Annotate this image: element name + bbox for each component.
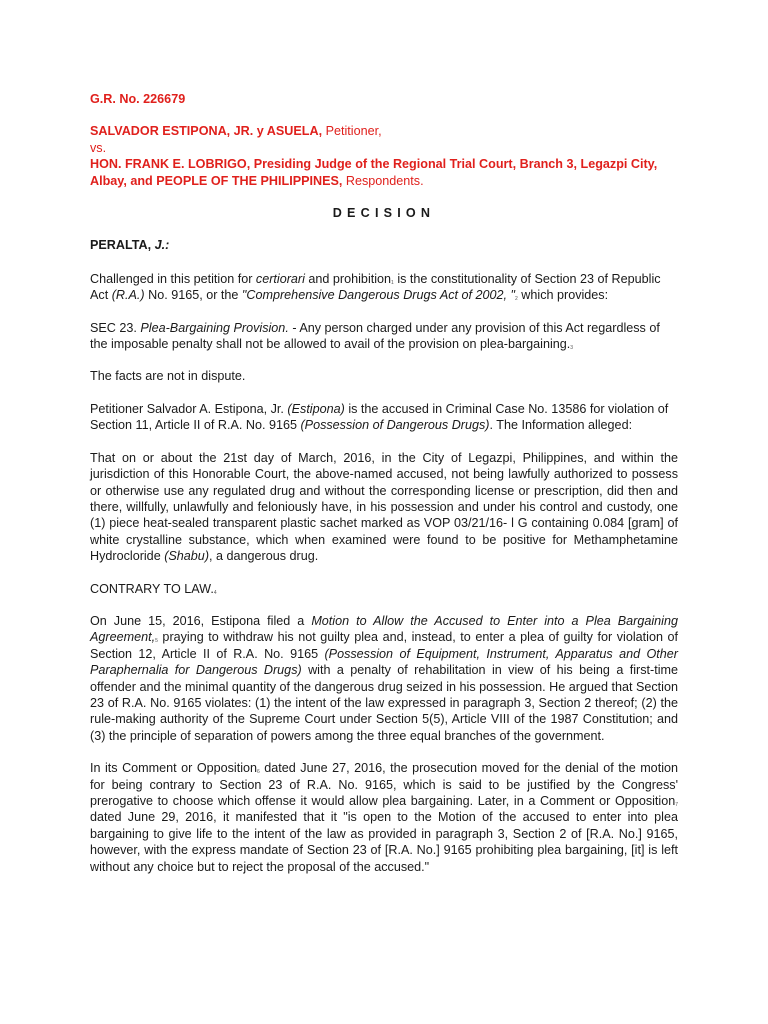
footnote-link[interactable]: 4 bbox=[213, 589, 217, 596]
text-run: No. 9165, or the bbox=[144, 288, 242, 303]
italic-run: (R.A.) bbox=[111, 288, 145, 303]
text-run: dated June 29, 2016, it manifested that it "is open to the Motion of the accused to enter into plea bargaining to give life to the intent of the law as provided in paragraph 3, Section 2 of [R.A. No.] 9165, however, with the express mandate of Section 23 of [R.A. No.] 9165 prohibiting plea bargaining, [it] is left without any choice but to reject the proposal of the accused." bbox=[90, 810, 678, 874]
text-run: which provides: bbox=[517, 288, 609, 303]
text-run: CONTRARY TO LAW. bbox=[90, 581, 214, 596]
text-run: is the constitutionality of Section 23 of Republic Act bbox=[90, 271, 661, 303]
footnote-link[interactable]: 3 bbox=[570, 345, 574, 352]
paragraph-5-information bbox=[90, 450, 678, 565]
case-number: G.R. No. 226679 bbox=[90, 92, 186, 106]
petitioner-line bbox=[90, 123, 678, 139]
respondents-role: Respondents. bbox=[342, 173, 424, 188]
versus: vs. bbox=[90, 140, 107, 155]
footnote-link[interactable]: 6 bbox=[257, 769, 260, 776]
decision-document bbox=[90, 91, 678, 891]
decision-title: DECISION bbox=[332, 206, 436, 221]
paragraph-1 bbox=[90, 271, 678, 304]
petitioner-name: SALVADOR ESTIPONA, JR. y ASUELA, bbox=[90, 124, 323, 139]
paragraph-7 bbox=[90, 613, 678, 744]
italic-run: Plea-Bargaining Provision. bbox=[140, 320, 289, 335]
text-run: with a penalty of rehabilitation in view of his being a first-time offender and the minimal quantity of the dangerous drug seized in his possession. He argued that Section 23 of R.A. No. 9165 violates: (1) the intent of the law expressed in paragraph 3, Section 2 thereof; (2) the rule-making authority of the Supreme Court under Section 5(5), Article VIII of the 1987 Constitution; and (3) the principle of separation of powers among the three equal branches of the government. bbox=[90, 663, 678, 743]
text-run: In its Comment or Opposition bbox=[90, 761, 258, 776]
text-run: is the accused in Criminal Case No. 13586 for violation of Section 11, Article II of R.A. No. 9165 bbox=[90, 401, 669, 433]
text-run: - Any person charged under any provision of this Act regardless of the imposable penalty shall not be allowed to avail of the provision on plea-bargaining. bbox=[90, 320, 660, 352]
respondents-names: HON. FRANK E. LOBRIGO, Presiding Judge of the Regional Trial Court, Branch 3, Legazpi City, Albay, and PEOPLE OF THE PHILIPPINES, bbox=[90, 157, 658, 188]
text-run: dated June 27, 2016, the prosecution moved for the denial of the motion for being contrary to Section 23 of R.A. No. 9165, which is said to be justified by the Congress' prerogative to choose which offense it would allow plea bargaining. Later, in a Comment or Opposition bbox=[90, 761, 678, 808]
text-run: On June 15, 2016, Estipona filed a bbox=[90, 613, 312, 628]
italic-run: (Possession of Equipment, Instrument, Apparatus and Other Paraphernalia for Dangerous Drugs) bbox=[90, 646, 679, 678]
ponente-name: PERALTA, bbox=[90, 238, 155, 253]
text-run: praying to withdraw his not guilty plea and, instead, to enter a plea of guilty for violation of Section 12, Article II of R.A. No. 9165 bbox=[90, 630, 678, 661]
italic-run: Motion to Allow the Accused to Enter into a Plea Bargaining Agreement, bbox=[90, 613, 678, 645]
text-run: and prohibition bbox=[304, 271, 392, 286]
footnote-link[interactable]: 5 bbox=[155, 638, 158, 645]
italic-run: (Shabu) bbox=[164, 549, 210, 564]
text-run: . The Information alleged: bbox=[489, 418, 633, 433]
text-run: SEC 23. bbox=[90, 320, 141, 335]
respondents-line bbox=[90, 156, 678, 189]
italic-run: "Comprehensive Dangerous Drugs Act of 2002, " bbox=[241, 288, 516, 303]
paragraph-8 bbox=[90, 760, 678, 875]
case-parties bbox=[90, 123, 678, 189]
italic-run: certiorari bbox=[255, 271, 305, 286]
ponente bbox=[90, 237, 678, 253]
paragraph-3: The facts are not in dispute. bbox=[90, 369, 246, 384]
footnote-link[interactable]: 7 bbox=[675, 802, 678, 808]
italic-run: (Estipona) bbox=[287, 401, 345, 416]
footnote-link[interactable]: 2 bbox=[515, 296, 518, 303]
paragraph-6 bbox=[90, 581, 678, 597]
italic-run: (Possession of Dangerous Drugs) bbox=[300, 418, 490, 433]
ponente-title: J.: bbox=[154, 238, 170, 253]
text-run: , a dangerous drug. bbox=[209, 549, 319, 564]
paragraph-4 bbox=[90, 401, 678, 434]
petitioner-role: Petitioner, bbox=[322, 124, 382, 139]
text-run: That on or about the 21st day of March, 2016, in the City of Legazpi, Philippines, and within the jurisdiction of this Honorable Court, the above-named accused, not being lawfully authorized to possess or otherwise use any regulated drug and without the corresponding license or prescription, did then and there, willfully, unlawfully and feloniously have, in his possession and under his control and custody, one (1) piece heat-sealed transparent plastic sachet marked as VOP 03/21/16- l G containing 0.084 [gram] of white crystalline substance, which when examined were found to be positive for Methamphetamine Hydrocloride bbox=[90, 450, 678, 564]
text-run: Challenged in this petition for bbox=[90, 271, 256, 286]
footnote-link[interactable]: 1 bbox=[391, 279, 394, 286]
text-run: Petitioner Salvador A. Estipona, Jr. bbox=[90, 401, 288, 416]
paragraph-2 bbox=[90, 320, 678, 353]
